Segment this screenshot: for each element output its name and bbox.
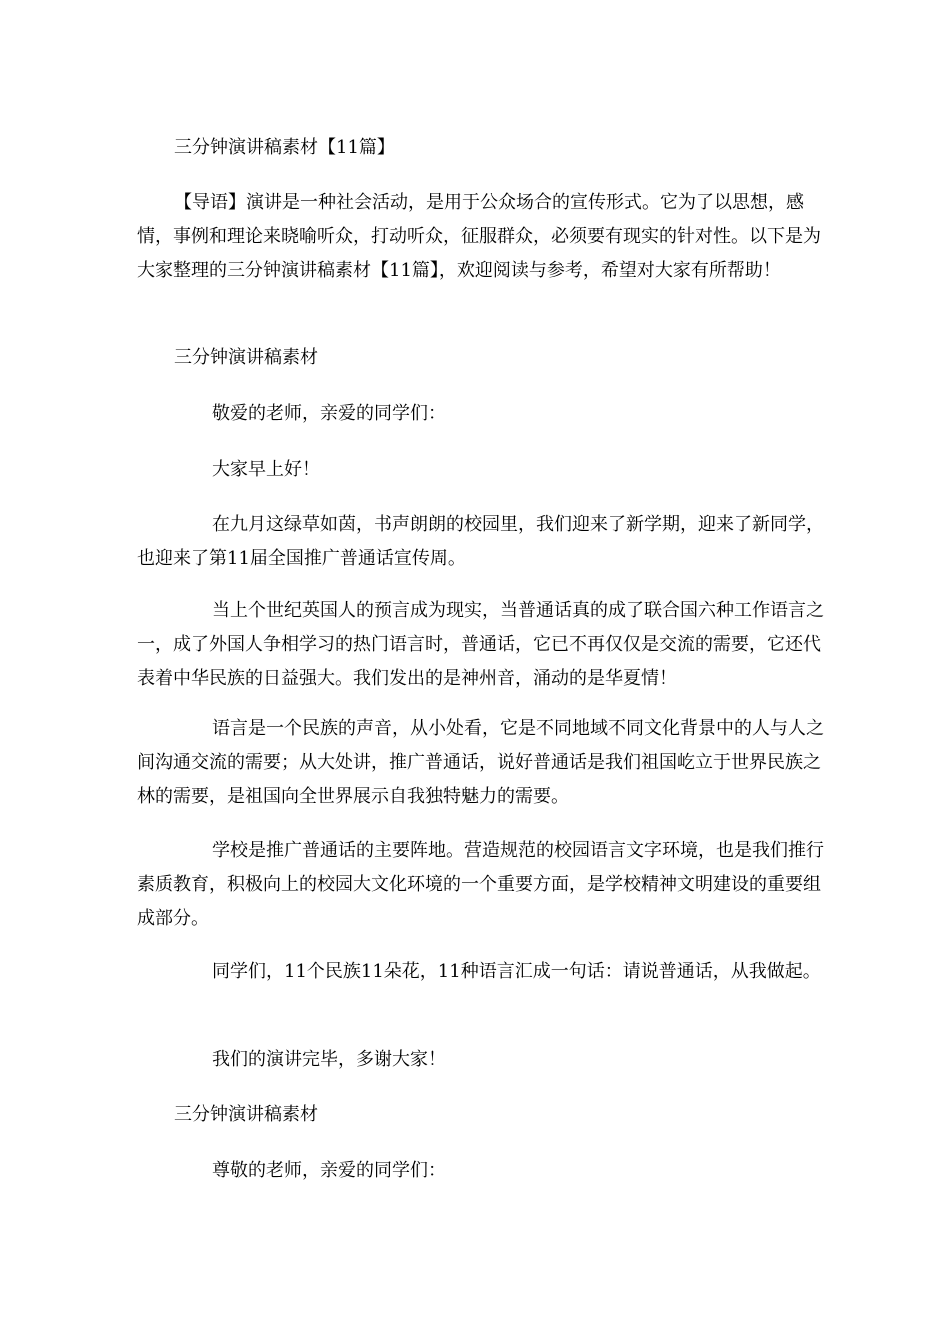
- body-paragraph-1: 在九月这绿草如茵，书声朗朗的校园里，我们迎来了新学期，迎来了新同学，也迎来了第11届全国推广普通话宣传周。: [137, 514, 824, 569]
- body-paragraph-2: 当上个世纪英国人的预言成为现实，当普通话真的成了联合国六种工作语言之一，成了外国人争相学习的热门语言时，普通话，它已不再仅仅是交流的需要，它还代表着中华民族的日益强大。我们发出的是神州音，涌动的是华夏情！: [137, 600, 824, 689]
- body-paragraph-3: 语言是一个民族的声音，从小处看，它是不同地域不同文化背景中的人与人之间沟通交流的需要；从大处讲，推广普通话，说好普通话是我们祖国屹立于世界民族之林的需要，是祖国向全世界展示自我独特魅力的需要。: [137, 718, 824, 807]
- intro-paragraph: 【导语】演讲是一种社会活动，是用于公众场合的宣传形式。它为了以思想，感情，事例和理论来晓喻听众，打动听众，征服群众，必须要有现实的针对性。以下是为大家整理的三分钟演讲稿素材【11篇】，欢迎阅读与参考，希望对大家有所帮助！: [137, 192, 821, 281]
- closing-line: 我们的演讲完毕，多谢大家！: [212, 1049, 446, 1070]
- body-paragraph-5: 同学们，11个民族11朵花，11种语言汇成一句话：请说普通话，从我做起。: [212, 961, 821, 982]
- body-paragraph-4: 学校是推广普通话的主要阵地。营造规范的校园语言文字环境，也是我们推行素质教育，积极向上的校园大文化环境的一个重要方面，是学校精神文明建设的重要组成部分。: [137, 840, 824, 929]
- section-heading-2: 三分钟演讲稿素材: [174, 1104, 318, 1125]
- greeting-1: 敬爱的老师，亲爱的同学们：: [212, 403, 446, 424]
- greeting-2: 尊敬的老师，亲爱的同学们：: [212, 1160, 446, 1181]
- section-heading-1: 三分钟演讲稿素材: [174, 347, 318, 368]
- morning-greeting: 大家早上好！: [212, 459, 320, 480]
- document-title: 三分钟演讲稿素材【11篇】: [174, 137, 395, 158]
